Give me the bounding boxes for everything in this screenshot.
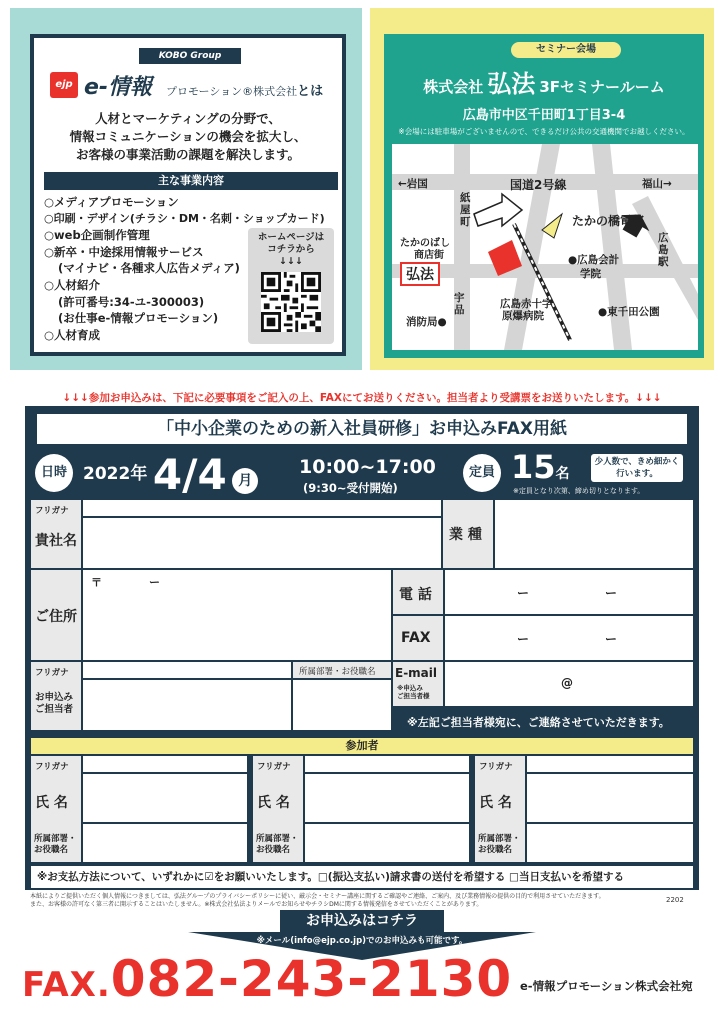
phone-dash-1: ー	[517, 586, 530, 600]
map-label-route2: 国道2号線	[510, 178, 567, 192]
participant-name-label: 氏 名	[479, 795, 512, 811]
logo-suffix: とは	[297, 84, 324, 99]
fax-dash-2: ー	[605, 632, 618, 646]
map-label-kamiyacho: 紙屋町	[460, 192, 471, 228]
top-section	[10, 8, 714, 370]
participant-2-furigana-field[interactable]	[305, 756, 469, 772]
event-month-day: 4/4	[152, 450, 227, 499]
fax-notice: ↓↓↓参加お申込みは、下記に必要事項をご記入の上、FAXにてお送りください。担当者より受講票をお送りいたします。↓↓↓	[62, 392, 662, 404]
participant-2-label-cell	[253, 756, 303, 862]
map-label-hiroshima-station: 広島駅	[658, 232, 669, 268]
capacity-label: 定員	[463, 454, 501, 492]
event-weekday: 月	[232, 468, 258, 494]
email-note-line: ご担当者様	[397, 692, 430, 700]
participant-dept-label-line: お役職名	[478, 845, 513, 855]
about-desc-line: 人材とマーケティングの分野で、	[95, 111, 281, 126]
privacy-line: 本紙によりご提供いただく個人情報につきましては、弘法グループのプライバシーポリシーに従い、厳示会・セミナー講座に関するご確認やご連絡、ご案内、及び業務情報の提供の目的で利用させていただきます。	[30, 893, 605, 900]
business-item: ○メディアプロモーション	[44, 195, 179, 209]
venue-map	[392, 144, 698, 350]
venue-box	[384, 34, 704, 358]
about-description	[34, 110, 342, 164]
email-field[interactable]	[445, 662, 693, 706]
phone-field[interactable]	[445, 570, 693, 614]
fax-number[interactable]	[22, 950, 512, 1008]
participant-1-label-cell	[31, 756, 81, 862]
about-box	[30, 34, 346, 356]
privacy-note	[30, 893, 690, 909]
applicant-label	[35, 692, 73, 716]
venue-address: 広島市中区千田町1丁目3-4	[462, 108, 626, 123]
logo-name: e-情報	[84, 75, 153, 100]
applicant-name-field[interactable]	[83, 680, 291, 730]
map-label-sekijuji-1: 広島赤十字	[500, 298, 553, 310]
participant-3-name-field[interactable]	[527, 774, 693, 822]
business-item: ○人材紹介	[44, 277, 101, 292]
business-item: ○web企画制作管理	[44, 228, 150, 243]
date-label: 日時	[35, 454, 73, 492]
furigana-label: フリガナ	[479, 762, 513, 772]
participant-dept-label-line: 所属部署・	[34, 834, 77, 844]
email-at-mark: @	[561, 676, 573, 690]
apply-title: お申込みはコチラ	[306, 913, 418, 929]
venue-room: 3Fセミナールーム	[539, 78, 665, 96]
fax-dash-1: ー	[517, 632, 530, 646]
participant-dept-label-line: 所属部署・	[256, 834, 299, 844]
venue-tag: セミナー会場	[511, 42, 621, 58]
map-label-kaikei-2: 学院	[580, 268, 601, 280]
company-name-field[interactable]	[83, 518, 441, 568]
venue-panel	[370, 8, 714, 370]
industry-label: 業 種	[449, 527, 482, 543]
business-item: (お仕事e-情報プロモーション)	[58, 311, 219, 326]
fax-number-text: 082-243-2130	[110, 950, 513, 1008]
participant-3-furigana-field[interactable]	[527, 756, 693, 772]
participant-2-name-field[interactable]	[305, 774, 469, 822]
privacy-line: また、お客様の許可なく第三者に開示することはいたしません。※株式会社弘法よりメールでお知らせやチラシDMに関する情報発信をさせていただくことがあります。	[30, 901, 483, 908]
logo-company	[166, 80, 323, 99]
applicant-furigana-field[interactable]	[83, 662, 291, 678]
company-logo	[44, 70, 340, 100]
capacity-note: ※定員となり次第、締め切りとなります。	[513, 487, 645, 495]
participant-2-dept-field[interactable]	[305, 824, 469, 862]
participant-name-label: 氏 名	[257, 795, 290, 811]
address-field[interactable]	[83, 570, 391, 660]
map-label-fukuyama: 福山→	[642, 178, 672, 190]
fax-label-cell	[393, 616, 443, 660]
participant-dept-label	[34, 834, 77, 856]
applicant-dept-label-cell	[293, 662, 391, 678]
group-tag: KOBO Group	[139, 48, 241, 64]
capacity-unit: 名	[555, 466, 570, 482]
fax-field[interactable]	[445, 616, 693, 660]
email-label-cell	[393, 662, 443, 706]
participants-heading: 参加者	[31, 738, 693, 754]
company-label: 貴社名	[35, 533, 77, 549]
map-label-shotengai-2: 商店街	[414, 250, 444, 261]
furigana-label: フリガナ	[257, 762, 291, 772]
event-time: 10:00~17:00	[299, 456, 436, 478]
application-form	[25, 406, 699, 890]
capacity-number: 15	[511, 448, 556, 486]
participant-dept-label-line: お役職名	[34, 845, 69, 855]
participant-dept-label	[256, 834, 299, 856]
qr-label-arrows: ↓↓↓	[279, 256, 303, 267]
venue-company: 弘法	[487, 70, 536, 98]
business-item: ○新卒・中途採用情報サービス	[44, 244, 204, 259]
capacity-bubble	[591, 454, 683, 482]
qr-label-line: ホームページは	[257, 232, 325, 243]
applicant-label-line: お申込み	[35, 692, 74, 703]
phone-label-cell	[393, 570, 443, 614]
about-panel	[10, 8, 362, 370]
email-note-line: ※申込み	[397, 684, 423, 692]
phone-dash-2: ー	[605, 586, 618, 600]
participant-3-label-cell	[475, 756, 525, 862]
business-item: (許可番号:34-ユ-300003)	[58, 294, 205, 309]
postal-dash: ー	[149, 576, 160, 589]
postal-mark: 〒	[91, 576, 102, 589]
industry-field[interactable]	[495, 500, 693, 568]
company-furigana-field[interactable]	[83, 500, 441, 516]
address-label-cell	[31, 570, 81, 660]
venue-corp: 株式会社	[423, 78, 484, 96]
contact-note: ※左記ご担当者様宛に、ご連絡させていただきます。	[407, 716, 670, 729]
participant-1-name-field[interactable]	[83, 774, 247, 822]
event-date	[83, 450, 258, 499]
phone-label: 電 話	[399, 587, 432, 603]
participant-3-dept-field[interactable]	[527, 824, 693, 862]
qr-label	[248, 232, 334, 268]
industry-label-cell	[443, 500, 493, 568]
furigana-label: フリガナ	[35, 762, 69, 772]
capacity-bubble-line: 少人数で、きめ細かく	[594, 457, 680, 467]
furigana-label: フリガナ	[35, 668, 69, 678]
applicant-label-line: ご担当者	[35, 704, 74, 715]
dept-label: 所属部署・お役職名	[299, 667, 376, 677]
email-note	[397, 684, 430, 700]
fax-recipient: e-情報プロモーション株式会社宛	[520, 979, 693, 993]
participant-dept-label-line: 所属部署・	[478, 834, 521, 844]
logo-mark: ejp	[50, 72, 78, 98]
event-year: 2022年	[83, 464, 148, 484]
participant-1-furigana-field[interactable]	[83, 756, 247, 772]
capacity-count	[511, 448, 570, 486]
fax-label: FAX	[401, 630, 431, 646]
map-label-senda-park: ●東千田公園	[598, 306, 660, 318]
map-label-iwakuni: ←岩国	[398, 178, 428, 190]
homepage-qr-box[interactable]	[248, 228, 334, 344]
qr-code-icon[interactable]	[261, 272, 321, 332]
applicant-label-cell	[31, 662, 81, 730]
business-item: ○人材育成	[44, 327, 101, 342]
business-item: ○印刷・デザイン(チラシ・DM・名刺・ショップカード)	[44, 211, 325, 225]
furigana-label: フリガナ	[35, 506, 69, 516]
map-label-takanohashi-stop: たかの橋電停	[572, 214, 645, 228]
venue-name	[384, 64, 704, 99]
map-label-ujina: 宇品	[454, 292, 465, 316]
address-label: ご住所	[35, 609, 77, 625]
map-label-shotengai-1: たかのばし	[400, 238, 450, 249]
form-title: 「中小企業のための新入社員研修」お申込みFAX用紙	[37, 414, 687, 444]
logo-company-text: プロモーション®株式会社	[166, 85, 298, 98]
about-desc-line: お客様の事業活動の課題を解決します。	[75, 147, 300, 162]
business-item: (マイナビ・各種求人広告メディア)	[58, 261, 240, 276]
map-label-kaikei-1: ●広島会計	[568, 254, 620, 266]
applicant-dept-field[interactable]	[293, 680, 391, 730]
venue-note: ※会場には駐車場がございませんので、できるだけ公共の交通機関でお越しください。	[398, 127, 690, 136]
participant-dept-label-line: お役職名	[256, 845, 291, 855]
qr-label-line: コチラから	[267, 244, 315, 255]
email-label: E-mail	[395, 666, 438, 680]
fax-prefix: FAX.	[22, 965, 111, 1005]
participant-dept-label	[478, 834, 521, 856]
participant-1-dept-field[interactable]	[83, 824, 247, 862]
map-label-kobo: 弘法	[400, 262, 440, 286]
document-code: 2202	[666, 896, 684, 904]
about-desc-line: 情報コミュニケーションの機会を拡大し、	[69, 129, 307, 144]
payment-method-row[interactable]: ※お支払方法について、いずれかに☑をお願いいたします。□(振込支払い)請求書の送付を希望する □当日支払いを希望する	[31, 866, 693, 888]
apply-email-note: ※メール(info@ejp.co.jp)でのお申込みも可能です。	[256, 936, 468, 946]
participant-name-label: 氏 名	[35, 795, 68, 811]
map-label-sekijuji-2: 原爆病院	[502, 310, 544, 322]
company-label-cell	[31, 500, 81, 568]
capacity-bubble-line: 行います。	[616, 469, 658, 479]
map-label-fire-station: 消防局●	[406, 316, 447, 328]
business-heading: 主な事業内容	[44, 172, 338, 190]
event-time-sub: (9:30~受付開始)	[303, 481, 398, 495]
